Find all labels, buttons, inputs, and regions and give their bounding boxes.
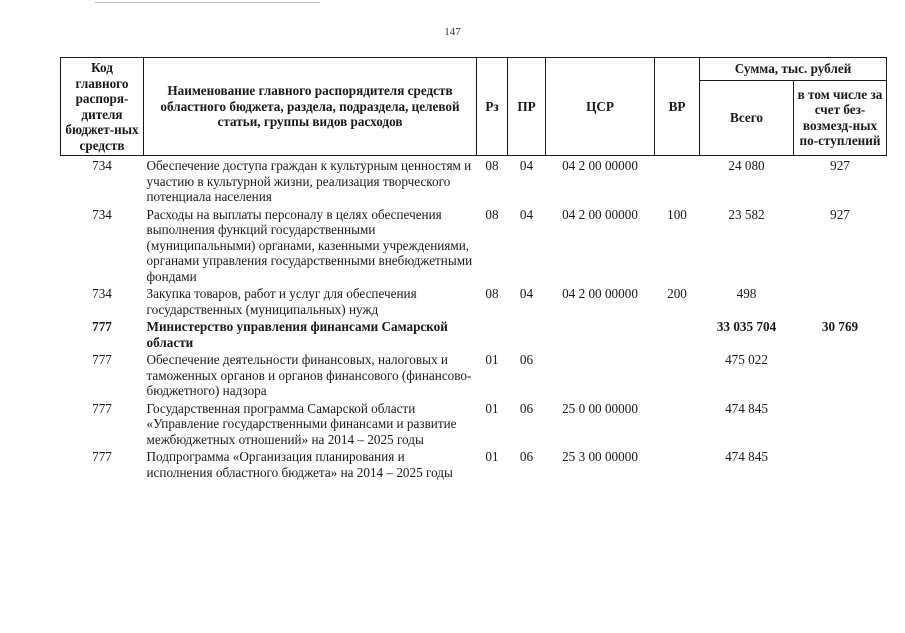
header-name: Наименование главного распорядителя средств областного бюджета, раздела, подраздела, целевой статьи, группы видов расходов (144, 58, 477, 156)
header-sum-group: Сумма, тыс. рублей (700, 58, 887, 81)
free-cell (794, 401, 887, 450)
total-cell: 23 582 (728, 206, 765, 222)
csr-cell: 04 2 00 00000 (562, 206, 638, 222)
header-total: Всего (700, 80, 794, 155)
code-cell: 777 (92, 319, 112, 334)
total-cell: 474 845 (725, 449, 768, 464)
free-cell (794, 449, 887, 482)
table-row (61, 156, 887, 207)
csr-cell: 04 2 00 00000 (562, 286, 638, 301)
table-row (61, 319, 887, 352)
name-cell: Подпрограмма «Организация планирования и исполнения областного бюджета» на 2014 – 2025 годы (146, 449, 453, 480)
csr-cell: 04 2 00 00000 (562, 158, 638, 173)
table-header (61, 58, 887, 156)
free-cell: 927 (830, 158, 850, 173)
free-cell: 30 769 (821, 319, 859, 334)
rz-cell: 01 (485, 449, 499, 464)
code-cell: 777 (92, 352, 112, 367)
vr-cell (655, 352, 700, 401)
code-cell: 777 (92, 400, 112, 416)
total-cell: 475 022 (725, 352, 768, 367)
vr-cell (655, 401, 700, 450)
csr-cell (546, 352, 655, 401)
header-pr: ПР (508, 58, 546, 156)
name-cell: Обеспечение деятельности финансовых, налоговых и таможенных органов и органов финансового (финансово-бюджетного) надзора (146, 352, 472, 398)
rz-cell: 08 (485, 286, 499, 301)
pr-cell: 06 (519, 449, 534, 464)
table-body (61, 156, 887, 483)
name-cell: Обеспечение доступа граждан к культурным ценностям и участию в культурной жизни, реализация творческого потенциала населения (146, 158, 472, 204)
vr-cell (655, 449, 700, 482)
name-cell: Государственная программа Самарской области «Управление государственными финансами и развитие межбюджетных отношений» на 2014 – 2025 годы (146, 400, 457, 447)
header-csr: ЦСР (546, 58, 655, 156)
table-row (61, 207, 887, 287)
csr-cell: 25 0 00 00000 (562, 400, 638, 416)
top-rule (95, 2, 320, 3)
rz-cell: 08 (485, 206, 499, 222)
rz-cell: 01 (485, 400, 499, 416)
pr-cell (508, 319, 546, 352)
rz-cell: 08 (485, 158, 499, 173)
header-free: в том числе за счет без-возмезд-ных по-ступлений (794, 80, 887, 155)
pr-cell: 04 (519, 206, 534, 222)
header-vr: ВР (655, 58, 700, 156)
csr-cell (546, 319, 655, 352)
code-cell: 777 (92, 449, 112, 464)
vr-cell: 200 (667, 286, 687, 301)
rz-cell (477, 319, 508, 352)
vr-cell (655, 319, 700, 352)
code-cell: 734 (92, 286, 112, 301)
header-rz: Рз (477, 58, 508, 156)
free-cell: 927 (830, 206, 850, 222)
page-number: 147 (444, 26, 461, 38)
pr-cell: 06 (519, 352, 534, 367)
csr-cell: 25 3 00 00000 (562, 449, 638, 464)
table-row (61, 286, 887, 319)
name-cell: Расходы на выплаты персоналу в целях обеспечения выполнения функций государственными (муниципальными) органами, казенными учреждениями, органами управления государственными внебюджетными фондами (146, 206, 473, 284)
total-cell: 474 845 (725, 400, 768, 416)
table-row (61, 449, 887, 482)
total-cell: 33 035 704 (716, 319, 777, 334)
code-cell: 734 (92, 158, 112, 173)
pr-cell: 06 (519, 400, 534, 416)
name-cell: Министерство управления финансами Самарской области (146, 319, 448, 350)
vr-cell: 100 (667, 206, 687, 222)
name-cell: Закупка товаров, работ и услуг для обеспечения государственных (муниципальных) нужд (146, 286, 417, 317)
table-row (61, 401, 887, 450)
pr-cell: 04 (519, 286, 534, 301)
code-cell: 734 (92, 206, 112, 222)
table-row (61, 352, 887, 401)
total-cell: 498 (736, 286, 757, 301)
header-code: Код главного распоря-дителя бюджет-ных средств (61, 58, 144, 156)
rz-cell: 01 (485, 352, 499, 367)
free-cell (794, 286, 887, 319)
free-cell (794, 352, 887, 401)
total-cell: 24 080 (728, 158, 765, 173)
pr-cell: 04 (519, 158, 534, 173)
budget-table (60, 57, 887, 482)
vr-cell (655, 156, 700, 207)
